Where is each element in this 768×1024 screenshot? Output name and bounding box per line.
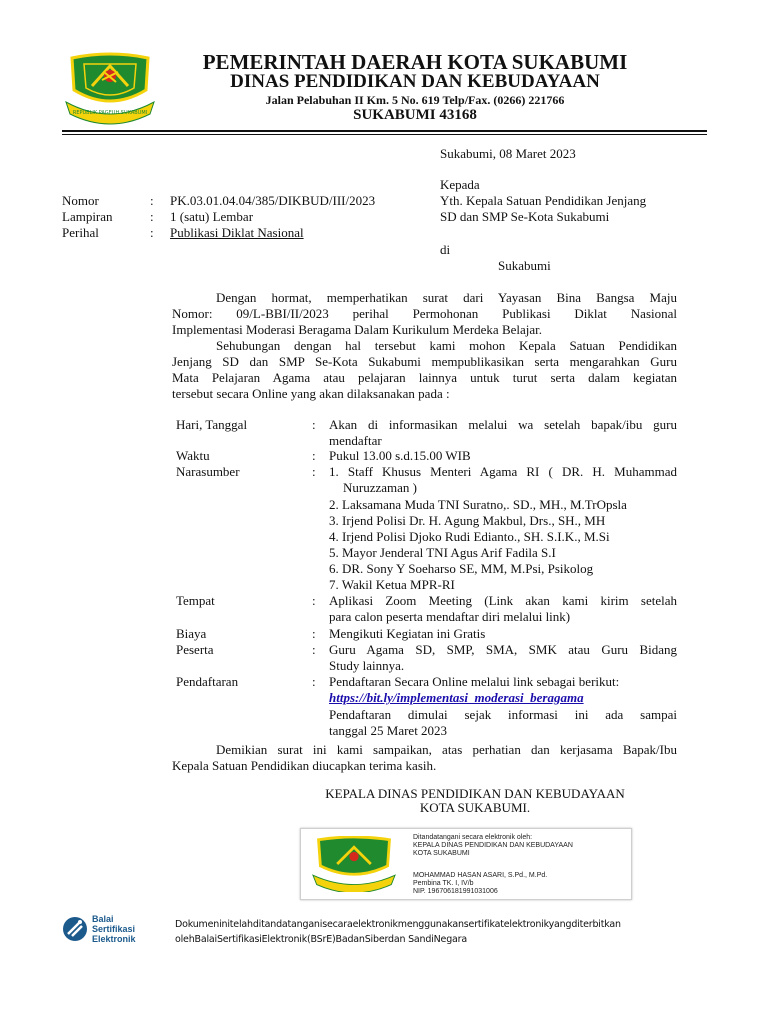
- letterhead-agency: DINAS PENDIDIKAN DAN KEBUDAYAAN: [230, 71, 600, 92]
- meta-perihal-label: Perihal: [62, 225, 99, 240]
- para1-line: Dengan hormat, memperhatikan surat dari Yayasan Bina Bangsa Maju: [216, 290, 677, 305]
- detail-colon: :: [312, 626, 316, 641]
- meta-colon: :: [150, 225, 154, 240]
- detail-pendaftaran-line4: tanggal 25 Maret 2023: [329, 723, 448, 738]
- bsre-logo-text: Balai: [92, 914, 114, 924]
- recipient-kepada: Kepada: [440, 177, 480, 192]
- esign-line2: KEPALA DINAS PENDIDIKAN DAN KEBUDAYAAN: [413, 842, 573, 849]
- detail-label-waktu: Waktu: [176, 448, 210, 463]
- letterhead-address: Jalan Pelabuhan II Km. 5 No. 619 Telp/Fax. (0266) 221766: [265, 93, 565, 107]
- para2-line: Jenjang SD dan SMP Se-Kota Sukabumi mempublikasikan serta mengarahkan Guru: [172, 354, 677, 369]
- para2-line: tersebut secara Online yang akan dilaksanakan pada :: [172, 386, 450, 401]
- city-crest-logo: [62, 50, 158, 126]
- detail-colon: :: [312, 448, 316, 463]
- letterhead-city: SUKABUMI 43168: [353, 107, 477, 123]
- detail-colon: :: [312, 464, 316, 479]
- recipient-place: Sukabumi: [498, 258, 551, 273]
- signatory-title: KEPALA DINAS PENDIDIKAN DAN KEBUDAYAAN: [325, 786, 625, 801]
- registration-link[interactable]: https://bit.ly/implementasi_moderasi_beragama: [329, 690, 584, 705]
- meta-perihal-value: Publikasi Diklat Nasional: [170, 225, 304, 240]
- para2-line: Sehubungan dengan hal tersebut kami mohon Kepala Satuan Pendidikan: [216, 338, 677, 353]
- para1-line: Nomor: 09/L-BBI/II/2023 perihal Permohonan Publikasi Diklat Nasional: [172, 306, 677, 321]
- esign-rank: Pembina TK. I, IV/b: [413, 880, 474, 887]
- detail-label-hari: Hari, Tanggal: [176, 417, 248, 432]
- bsre-logo-text: Elektronik: [92, 934, 136, 944]
- detail-label-biaya: Biaya: [176, 626, 207, 641]
- speaker-item-cont: Nuruzzaman ): [343, 480, 417, 495]
- detail-label-pendaftaran: Pendaftaran: [176, 674, 239, 689]
- detail-waktu: Pukul 13.00 s.d.15.00 WIB: [329, 448, 471, 463]
- meta-lampiran-label: Lampiran: [62, 209, 113, 224]
- meta-nomor-value: PK.03.01.04.04/385/DIKBUD/III/2023: [170, 193, 376, 208]
- meta-colon: :: [150, 209, 154, 224]
- letterhead-government: PEMERINTAH DAERAH KOTA SUKABUMI: [202, 50, 628, 74]
- detail-biaya: Mengikuti Kegiatan ini Gratis: [329, 626, 486, 641]
- meta-nomor-label: Nomor: [62, 193, 99, 208]
- para1-line: Implementasi Moderasi Beragama Dalam Kurikulum Merdeka Belajar.: [172, 322, 543, 337]
- meta-lampiran-value: 1 (satu) Lembar: [170, 209, 254, 224]
- detail-colon: :: [312, 674, 316, 689]
- closing-line: Kepala Satuan Pendidikan diucapkan terima kasih.: [172, 758, 437, 773]
- detail-tempat-line2: para calon peserta mendaftar diri melalui link): [329, 609, 571, 624]
- esign-line3: KOTA SUKABUMI: [413, 850, 470, 857]
- esign-name: MOHAMMAD HASAN ASARI, S.Pd., M.Pd.: [413, 872, 548, 879]
- bsre-logo: [62, 912, 152, 948]
- speaker-item: 3. Irjend Polisi Dr. H. Agung Makbul, Drs., SH., MH: [329, 513, 606, 528]
- detail-hari-line2: mendaftar: [329, 433, 382, 448]
- meta-colon: :: [150, 193, 154, 208]
- esign-nip: NIP. 196706181991031006: [413, 888, 498, 895]
- bsre-footer-line2: olehBalaiSertifikasiElektronik(BSrE)BadanSiberdan SandiNegara: [175, 934, 467, 945]
- detail-pendaftaran-line1: Pendaftaran Secara Online melalui link sebagai berikut:: [329, 674, 620, 689]
- detail-colon: :: [312, 642, 316, 657]
- bsre-footer-line1: Dokumeninitelahditandatanganisecaraelektronikmenggunakansertifikatelektronikyangditerbitkan: [175, 919, 621, 930]
- speaker-item: 7. Wakil Ketua MPR-RI: [329, 577, 455, 592]
- detail-label-peserta: Peserta: [176, 642, 214, 657]
- speaker-item: 1. Staff Khusus Menteri Agama RI ( DR. H. Muhammad: [329, 464, 677, 479]
- closing-line: Demikian surat ini kami sampaikan, atas perhatian dan kerjasama Bapak/Ibu: [216, 742, 677, 757]
- electronic-signature-box: [300, 828, 632, 900]
- speaker-item: 4. Irjend Polisi Djoko Rudi Edianto., SH. S.I.K., M.Si: [329, 529, 610, 544]
- detail-hari-line1: Akan di informasikan melalui wa setelah bapak/ibu guru: [329, 417, 677, 432]
- detail-label-tempat: Tempat: [176, 593, 215, 608]
- para2-line: Mata Pelajaran Agama atau pelajaran lainnya untuk turut serta dalam kegiatan: [172, 370, 677, 385]
- speaker-item: 5. Mayor Jenderal TNI Agus Arif Fadila S.I: [329, 545, 556, 560]
- letterhead-rule: [62, 130, 707, 132]
- detail-label-narasumber: Narasumber: [176, 464, 240, 479]
- detail-colon: :: [312, 593, 316, 608]
- speaker-item: 2. Laksamana Muda TNI Suratno,. SD., MH., M.TrOpsla: [329, 497, 627, 512]
- crest-ribbon-text: REPUBLIK PAGEUH SUKABUMI: [72, 110, 148, 116]
- detail-tempat-line1: Aplikasi Zoom Meeting (Link akan kami kirim setelah: [329, 593, 677, 608]
- detail-peserta-line1: Guru Agama SD, SMP, SMA, SMK atau Guru Bidang: [329, 642, 677, 657]
- city-crest-logo: [309, 836, 399, 892]
- letterhead-rule-thin: [62, 134, 707, 135]
- speaker-item: 6. DR. Sony Y Soeharso SE, MM, M.Psi, Psikolog: [329, 561, 594, 576]
- recipient-line2: SD dan SMP Se-Kota Sukabumi: [440, 209, 610, 224]
- detail-colon: :: [312, 417, 316, 432]
- recipient-di: di: [440, 242, 451, 257]
- esign-line1: Ditandatangani secara elektronik oleh:: [413, 834, 533, 841]
- letter-date: Sukabumi, 08 Maret 2023: [440, 146, 576, 161]
- detail-peserta-line2: Study lainnya.: [329, 658, 405, 673]
- signatory-city: KOTA SUKABUMI.: [419, 800, 531, 815]
- detail-pendaftaran-line3: Pendaftaran dimulai sejak informasi ini ada sampai: [329, 707, 677, 722]
- recipient-line1: Yth. Kepala Satuan Pendidikan Jenjang: [440, 193, 647, 208]
- bsre-logo-text: Sertifikasi: [92, 924, 136, 934]
